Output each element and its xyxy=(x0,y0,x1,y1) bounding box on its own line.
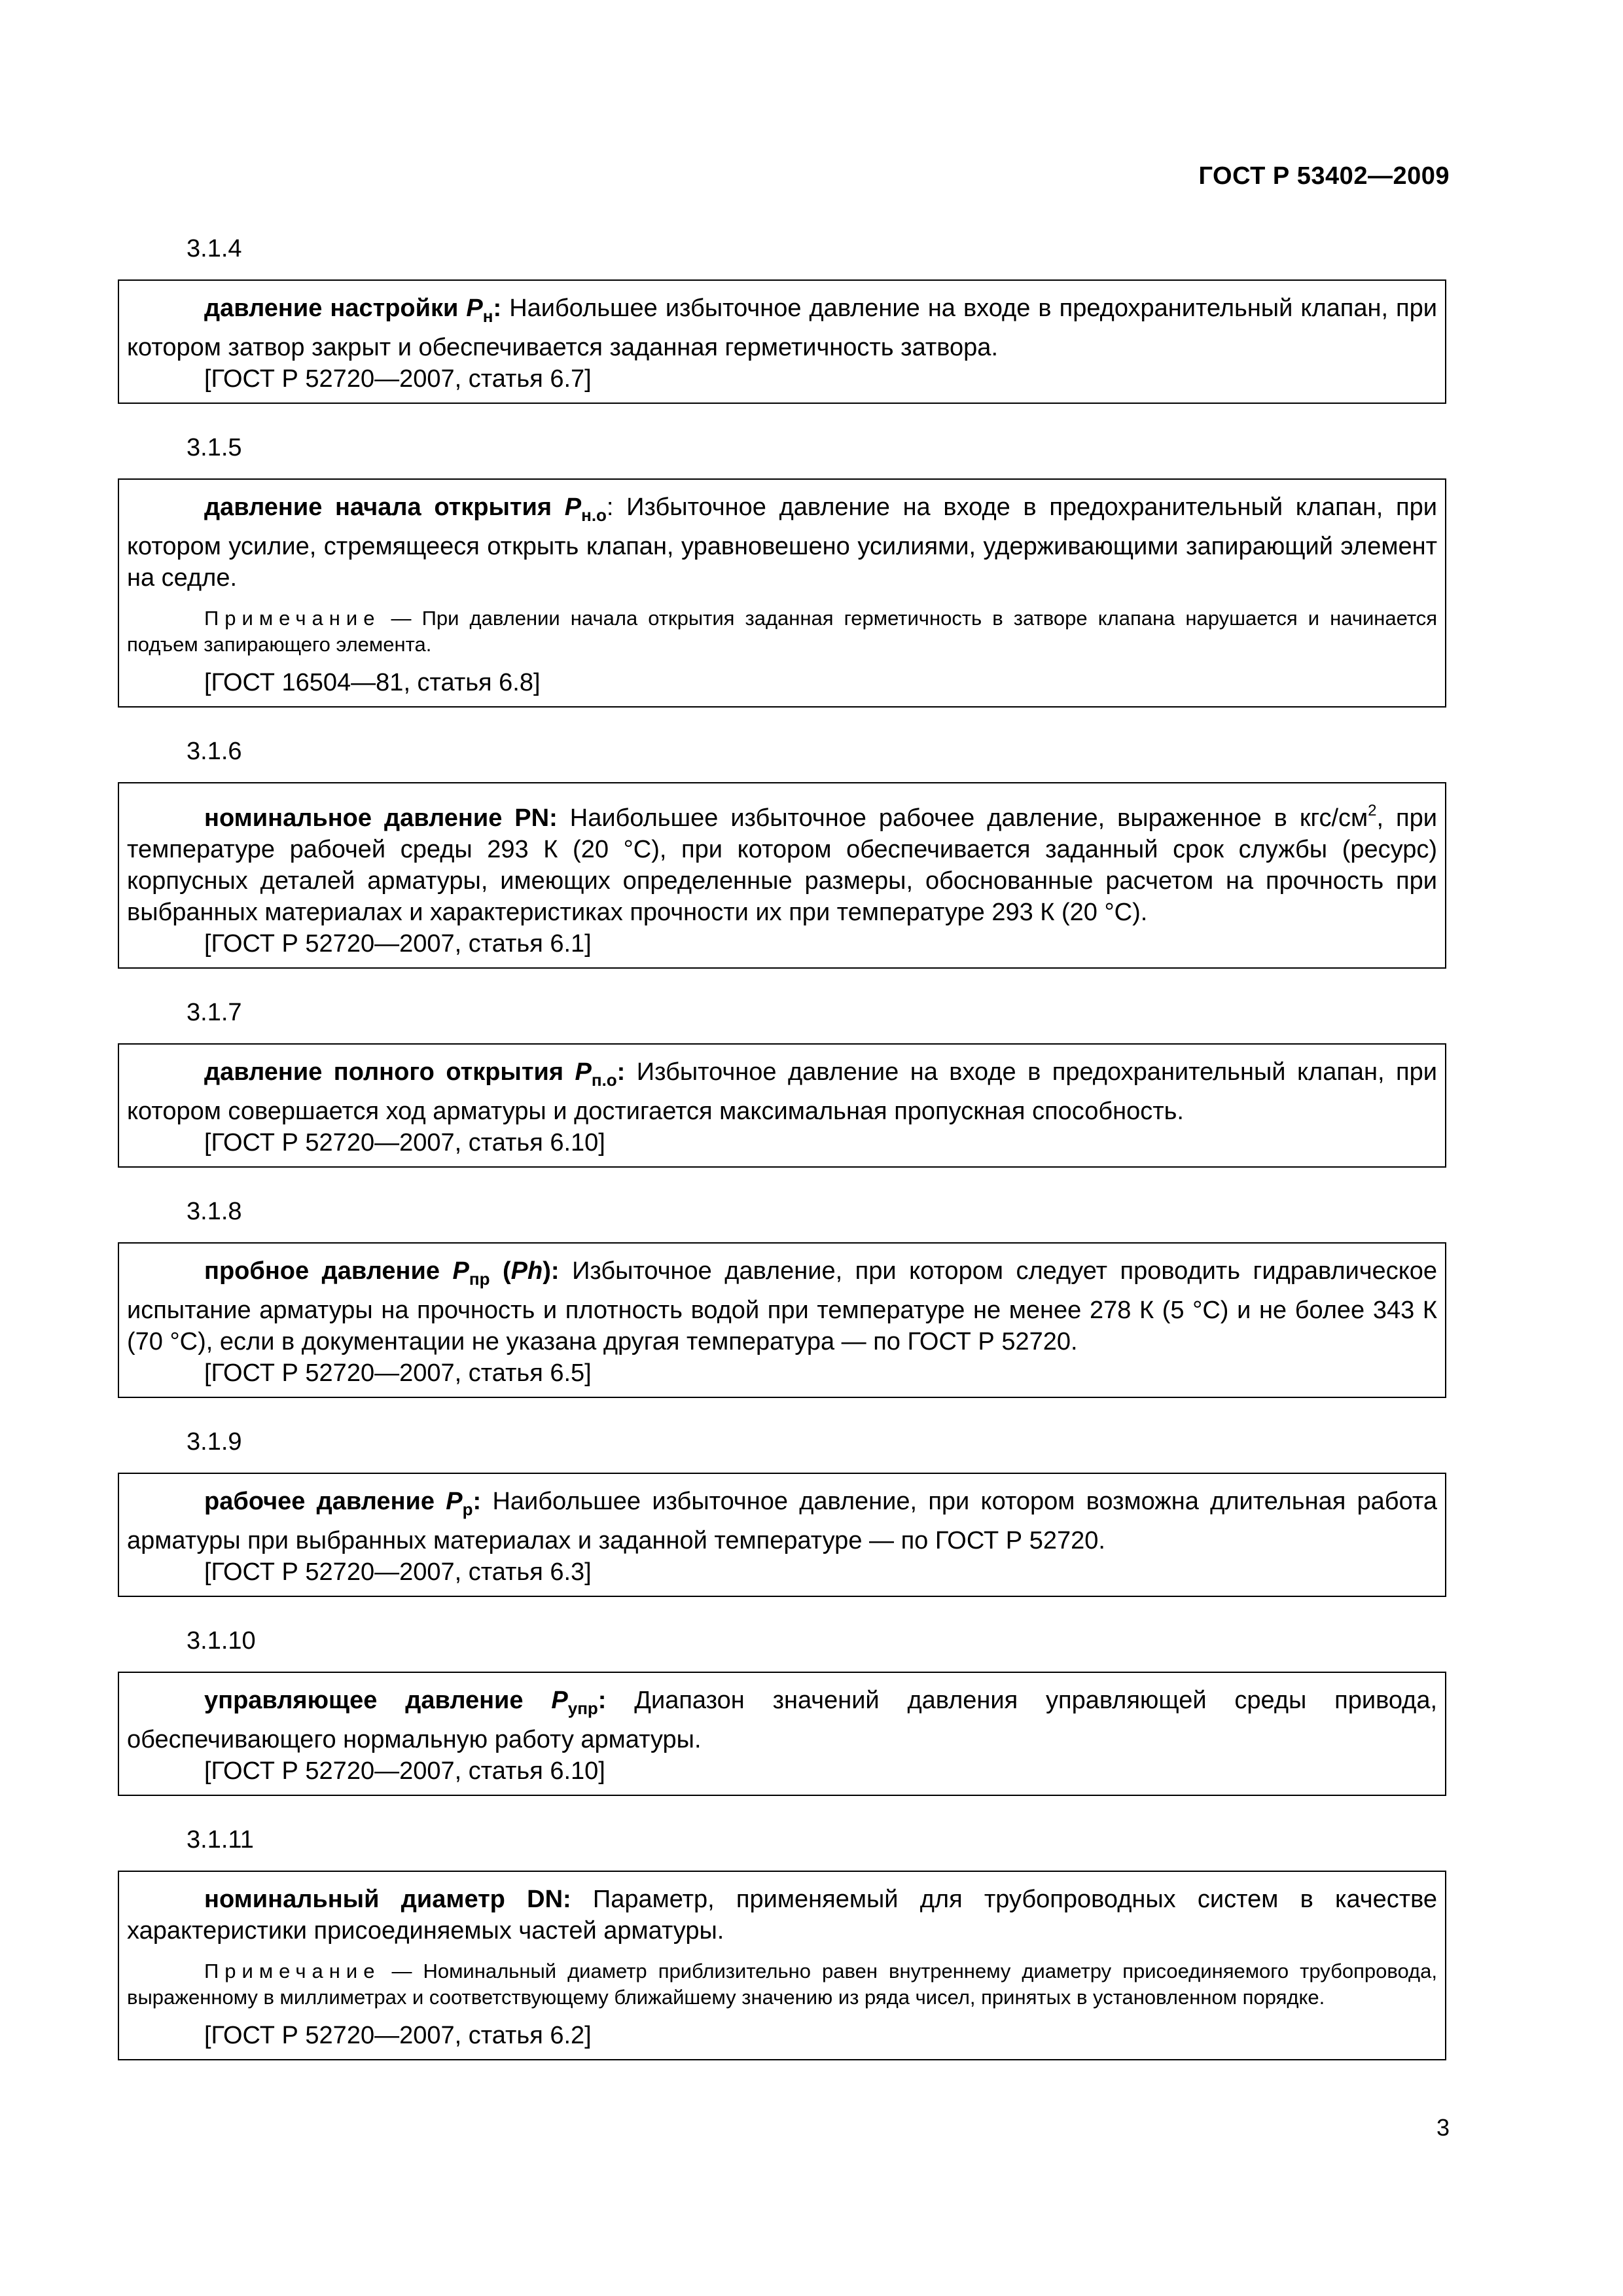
term-definition: давление настройки $P_н$: Наибольшее избыточное давление на входе в предохранительный клапан, при котором затвор закрыт и обеспечивается заданная герметичность затвора. xyxy=(127,295,1437,361)
term-source: [ГОСТ Р 52720—2007, статья 6.7] xyxy=(204,365,592,393)
term-definition-box xyxy=(118,279,1446,404)
term-definition-box xyxy=(118,1242,1446,1398)
term-definition-text: Избыточное давление на входе в предохранительный клапан, при котором совершается ход арматуры и достигается максимальная пропускная способность. xyxy=(127,1058,1437,1125)
term-source: [ГОСТ Р 52720—2007, статья 6.10] xyxy=(204,1757,605,1785)
term-symbol-subscript: р xyxy=(462,1499,473,1519)
term-definition-box xyxy=(118,1473,1446,1597)
term-source: [ГОСТ Р 52720—2007, статья 6.10] xyxy=(204,1129,605,1157)
term-name: пробное давление xyxy=(204,1257,440,1285)
term-source: [ГОСТ Р 52720—2007, статья 6.2] xyxy=(204,2022,592,2049)
term-definition-text: Наибольшее избыточное давление, при котором возможна длительная работа арматуры при выбранных материалах и заданной температуре — по ГОСТ Р 52720. xyxy=(127,1488,1437,1554)
term-name: давление полного открытия xyxy=(204,1058,564,1086)
term-symbol: P xyxy=(446,1488,463,1515)
term-symbol-subscript: п.о xyxy=(591,1070,617,1090)
term-name: давление начала открытия xyxy=(204,493,552,521)
term-definition xyxy=(127,795,1437,928)
note-label: Примечание xyxy=(204,1960,381,1982)
term-name: номинальное давление PN: xyxy=(204,804,558,832)
term-number: 3.1.4 xyxy=(187,235,242,262)
term-definition-box xyxy=(118,1043,1446,1168)
term-name: управляющее давление xyxy=(204,1687,524,1714)
term-symbol-subscript: упр xyxy=(567,1698,598,1718)
term-definition-box xyxy=(118,782,1446,969)
term-symbol: P xyxy=(551,1687,568,1714)
term-definition: управляющее давление $P_{упр}$: Диапазон значений давления управляющей среды привода, обеспечивающего нормальную работу арматуры. xyxy=(127,1687,1438,1753)
term-source: [ГОСТ Р 52720—2007, статья 6.3] xyxy=(204,1558,592,1586)
term-definition xyxy=(127,1884,1437,1946)
term-source: [ГОСТ Р 52720—2007, статья 6.1] xyxy=(204,930,592,958)
term-definition-box xyxy=(118,478,1446,708)
term-source: [ГОСТ Р 52720—2007, статья 6.5] xyxy=(204,1359,592,1387)
term-definition-text: Избыточное давление, при котором следует проводить гидравлическое испытание арматуры на прочность и плотность водой при температуре не менее 278 К (5 °С) и не более 343 К (70 °С), если в документации не указана другая температура — по ГОСТ Р 52720. xyxy=(127,1257,1438,1355)
term-definition-text: Диапазон значений давления управляющей среды привода, обеспечивающего нормальную работу арматуры. xyxy=(127,1687,1438,1753)
term-note xyxy=(127,605,1437,658)
term-definition-text: Избыточное давление на входе в предохранительный клапан, при котором усилие, стремящееся открыть клапан, уравновешено усилиями, удерживающими запирающий элемент на седле. xyxy=(127,493,1437,592)
note-text: — Номинальный диаметр приблизительно равен внутреннему диаметру присоединяемого трубопровода, выраженному в миллиметрах и соответствующему ближайшему значению из ряда чисел, принятых в установленном порядке. xyxy=(127,1960,1437,2009)
term-source: [ГОСТ 16504—81, статья 6.8] xyxy=(204,669,541,696)
terms-section xyxy=(118,232,1446,2088)
note-text: — При давлении начала открытия заданная герметичность в затворе клапана нарушается и начинается подъем запирающего элемента. xyxy=(127,607,1437,656)
term-definition-text: Наибольшее избыточное рабочее давление, выраженное в кгс/см xyxy=(557,804,1368,832)
term-definition: рабочее давление $P_р$: Наибольшее избыточное давление, при котором возможна длительная работа арматуры при выбранных материалах и заданной температуре — по ГОСТ Р 52720. xyxy=(127,1488,1437,1554)
term-definition: давление полного открытия $P_{п.о}$: Избыточное давление на входе в предохранительный клапан, при котором совершается ход арматуры и достигается максимальная пропускная способность. xyxy=(127,1058,1437,1125)
page-number: 3 xyxy=(1436,2114,1450,2141)
term-definition: давление начала открытия $P_{н.о}$: Избыточное давление на входе в предохранительный клапан, при котором усилие, стремящееся открыть клапан, уравновешено усилиями, удерживающими запирающий элемент на седле. xyxy=(127,493,1437,592)
term-symbol: P xyxy=(466,295,483,322)
term-definition-box xyxy=(118,1871,1446,2060)
term-symbol-subscript: н xyxy=(482,306,493,326)
term-note xyxy=(127,1958,1437,2011)
term-definition-text: Наибольшее избыточное давление на входе в предохранительный клапан, при котором затвор закрыт и обеспечивается заданная герметичность затвора. xyxy=(127,295,1437,361)
note-label: Примечание xyxy=(204,607,381,630)
term-name: давление настройки xyxy=(204,295,459,322)
term-number: 3.1.9 xyxy=(187,1428,242,1456)
document-header: ГОСТ Р 53402—2009 xyxy=(1198,162,1450,190)
term-number: 3.1.6 xyxy=(187,738,242,765)
term-symbol: P xyxy=(575,1058,592,1086)
term-symbol-subscript: н.о xyxy=(581,505,607,525)
term-number: 3.1.5 xyxy=(187,434,242,461)
term-definition-box xyxy=(118,1672,1446,1796)
term-name: рабочее давление xyxy=(204,1488,435,1515)
term-number: 3.1.11 xyxy=(187,1826,254,1854)
term-definition: пробное давление $P_{пр}$ (Ph): Избыточное давление, при котором следует проводить гидравлическое испытание арматуры на прочность и плотность водой при температуре не менее 278 К (5 °С) и не более 343 К (70 °С), если в документации не указана другая температура — по ГОСТ Р 52720. xyxy=(127,1257,1438,1355)
term-symbol: P xyxy=(452,1257,469,1285)
term-definition-text: Параметр, применяемый для трубопроводных систем в качестве характеристики присоединяемых частей арматуры. xyxy=(127,1886,1438,1945)
term-symbol-alt: Ph xyxy=(510,1257,543,1285)
term-number: 3.1.7 xyxy=(187,999,242,1026)
term-definition-text: , при температуре рабочей среды 293 К (20 °С), при котором обеспечивается заданный срок службы (ресурс) корпусных деталей арматуры, имеющих определенные размеры, обоснованные расчетом на прочность при выбранных материалах и характеристиках прочности их при температуре 293 К (20 °С). xyxy=(127,804,1437,926)
term-name: номинальный диаметр DN: xyxy=(204,1886,571,1913)
superscript: 2 xyxy=(1368,802,1377,819)
term-number: 3.1.10 xyxy=(187,1627,256,1655)
term-symbol: P xyxy=(564,493,582,521)
term-number: 3.1.8 xyxy=(187,1198,242,1225)
term-symbol-subscript: пр xyxy=(469,1269,490,1289)
